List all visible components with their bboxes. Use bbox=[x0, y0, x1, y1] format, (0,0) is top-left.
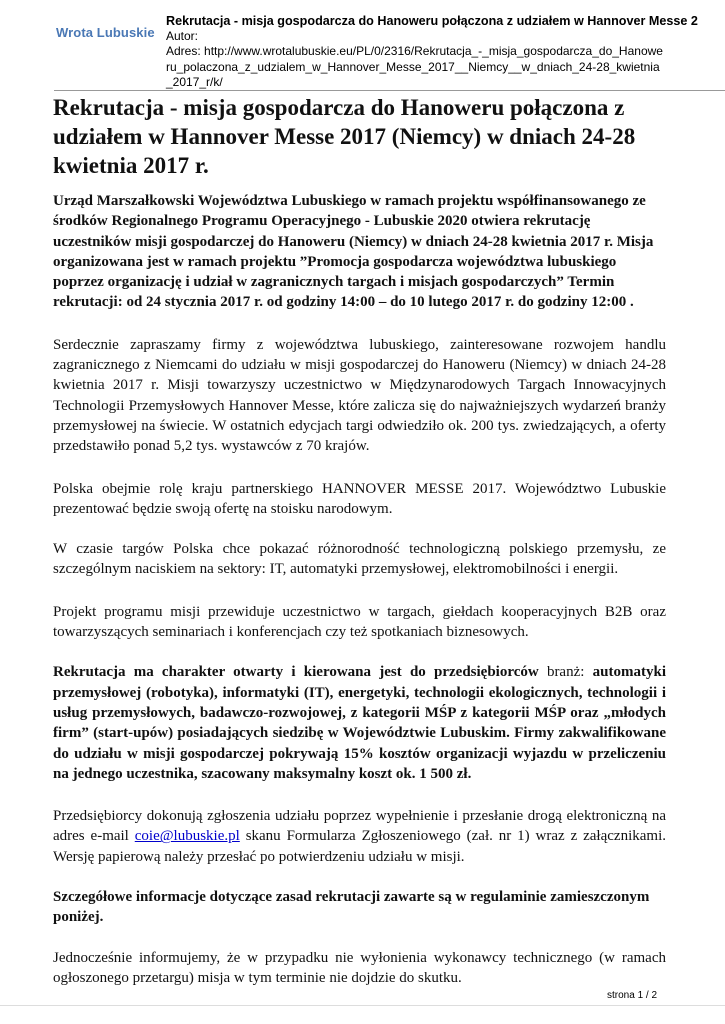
site-logo: Wrota Lubuskie bbox=[56, 25, 155, 40]
print-header bbox=[166, 14, 725, 90]
paragraph-notice: Jednocześnie informujemy, że w przypadku nie wyłonienia wykonawcy technicznego (w ramach ogłoszonego przetargu) misja w tym terminie nie dojdzie do skutku. bbox=[53, 949, 666, 986]
paragraph-technology: W czasie targów Polska chce pokazać różnorodność technologiczną polskiego przemysłu, ze szczególnym naciskiem na sektory: IT, automatyki przemysłowej, elektromobilności i energii. bbox=[53, 541, 666, 578]
lead-paragraph: Urząd Marszałkowski Województwa Lubuskiego w ramach projektu współfinansowanego ze środków Regionalnego Programu Operacyjnego - Lubuskie 2020 otwiera rekrutację uczestników misji gospodarczej do Hanoweru (Niemcy) w dniach 24-28 kwietnia 2017 r. Misja organizowana jest w ramach projektu ”Promocja gospodarcza województwa lubuskiego poprzez organizację i udział w zagranicznych targach i misjach gospodarczych” Termin rekrutacji: od 24 stycznia 2017 r. od godziny 14:00 – do 10 lutego 2017 r. do godziny 12:00 . bbox=[53, 193, 654, 311]
paragraph-partner-country: Polska obejmie rolę kraju partnerskiego HANNOVER MESSE 2017. Województwo Lubuskie prezentować będzie swoją ofertę na stoisku narodowym. bbox=[53, 480, 666, 517]
recruitment-bold-details: automatyki przemysłowej (robotyka), informatyki (IT), energetyki, technologii ekologicznych, technologii i usług przemysłowych, badawczo-rozwojowej, z kategorii MŚP z kategorii MŚP oraz „młodych firm” (start-upów) posiadających siedzibę w Województwie Lubuskim. Firmy zakwalifikowane do udziału w misji gospodarczej pokrywają 15% kosztów organizacji wyjazdu w przeliczeniu na jednego uczestnika, szacowany maksymalny koszt ok. 1 500 zł. bbox=[53, 664, 666, 782]
footer-divider bbox=[0, 1005, 725, 1006]
page-number: strona 1 / 2 bbox=[607, 990, 658, 1001]
header-address-line-1: Adres: http://www.wrotalubuskie.eu/PL/0/2316/Rekrutacja_-_misja_gospodarcza_do_Hanowe bbox=[166, 44, 663, 59]
header-author: Autor: bbox=[166, 29, 199, 44]
article-title: Rekrutacja - misja gospodarcza do Hanoweru połączona z udziałem w Hannover Messe 2017 (Niemcy) w dniach 24-28 kwietnia 2017 r. bbox=[53, 95, 636, 178]
application-text-before: Przedsiębiorcy dokonują zgłoszenia udziału poprzez wypełnienie i przesłanie drogą elektroniczną na adres e-mail bbox=[53, 808, 666, 845]
header-address-line-3: _2017_r/k/ bbox=[166, 74, 223, 89]
application-text-after: skanu Formularza Zgłoszeniowego (zał. nr 1) wraz z załącznikami. Wersję papierową należy przesłać po potwierdzeniu udziału w misji. bbox=[53, 828, 666, 865]
article-body bbox=[53, 191, 666, 1008]
header-title: Rekrutacja - misja gospodarcza do Hanoweru połączona z udziałem w Hannover Messe 2 bbox=[166, 14, 698, 28]
paragraph-program: Projekt programu misji przewiduje uczestnictwo w targach, giełdach kooperacyjnych B2B oraz towarzyszących seminariach i konferencjach czy też spotkaniach biznesowych. bbox=[53, 603, 666, 641]
paragraph-application bbox=[53, 806, 666, 867]
recruitment-bold-intro: Rekrutacja ma charakter otwarty i kierowana jest do przedsiębiorców bbox=[53, 664, 539, 681]
paragraph-invitation: Serdecznie zapraszamy firmy z województwa lubuskiego, zainteresowane rozwojem handlu zagranicznego z Niemcami do udziału w misji gospodarczej do Hanoweru (Niemcy) w dniach 24-28 kwietnia 2017 r. Misji towarzyszy uczestnictwo w Międzynarodowych Targach Innowacyjnych Technologii Przemysłowych Hannover Messe, które zalicza się do najważniejszych wydarzeń branży przemysłowej na świecie. W ostatnich edycjach targi odwiedziło ok. 200 tys. zwiedzających, a oferty przedstawiło ponad 5,2 tys. wystawców z 70 krajów. bbox=[53, 336, 666, 455]
header-divider bbox=[54, 90, 725, 91]
paragraph-regulations: Szczegółowe informacje dotyczące zasad rekrutacji zawarte są w regulaminie zamieszczonym poniżej. bbox=[53, 889, 650, 926]
recruitment-branches-word: branż: bbox=[538, 664, 593, 681]
paragraph-recruitment bbox=[53, 662, 666, 784]
email-link[interactable]: coie@lubuskie.pl bbox=[134, 828, 240, 845]
header-address-line-2: ru_polaczona_z_udzialem_w_Hannover_Messe_2017__Niemcy__w_dniach_24-28_kwietnia bbox=[166, 59, 660, 74]
